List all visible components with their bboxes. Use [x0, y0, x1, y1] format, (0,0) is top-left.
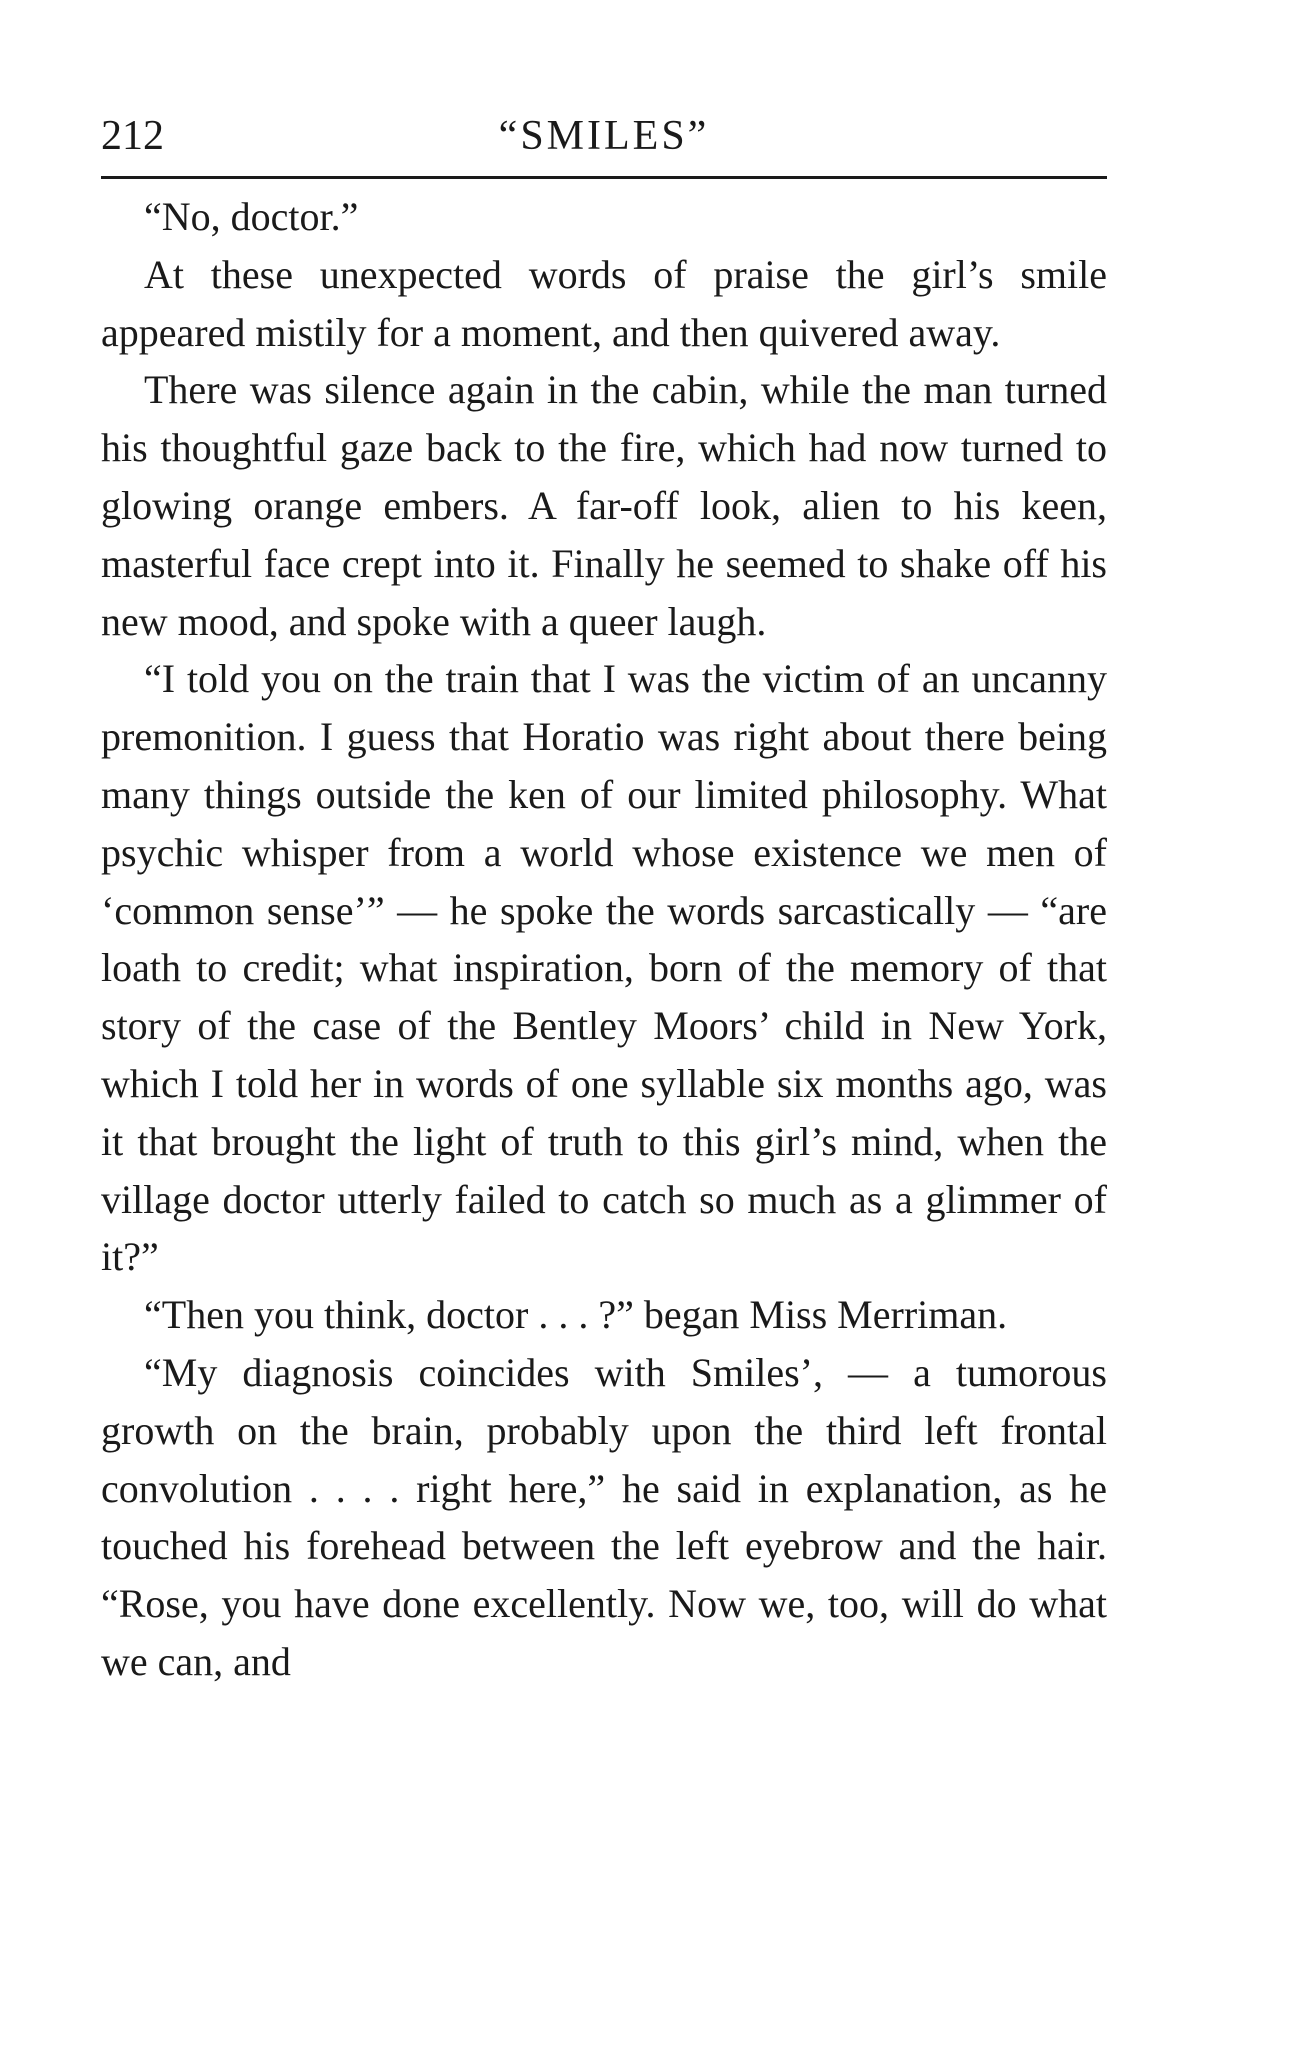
paragraph: There was silence again in the cabin, while the man turned his thoughtful gaze back to the fire, which had now turned to glowing orange embers. A far-off look, alien to his keen, masterful face crept into it. Finally he seemed to shake off his new mood, and spoke with a queer laugh.	[101, 367, 1107, 644]
header-rule	[101, 176, 1107, 179]
paragraph: “No, doctor.”	[144, 194, 359, 239]
paragraph: “I told you on the train that I was the victim of an uncanny premonition. I guess that Horatio was right about there being many things outside the ken of our limited philosophy. What psychic whisper from a world whose existence we men of ‘common sense’” — he spoke the words sarcastically — “are loath to credit; what inspiration, born of the memory of that story of the case of the Bentley Moors’ child in New York, which I told her in words of one syllable six months ago, was it that brought the light of truth to this girl’s mind, when the village doctor utterly failed to catch so much as a glimmer of it?”	[101, 656, 1107, 1280]
paragraph: “Then you think, doctor . . . ?” began Miss Merriman.	[144, 1292, 1008, 1338]
body-text	[101, 188, 1107, 1691]
page-number: 212	[101, 113, 164, 159]
page-header	[101, 108, 1107, 174]
paragraph: At these unexpected words of praise the girl’s smile appeared mistily for a moment, and then quivered away.	[101, 251, 1107, 355]
running-title: “SMILES”	[498, 113, 710, 159]
paragraph: “My diagnosis coincides with Smiles’, — a tumorous growth on the brain, probably upon the third left frontal convolution . . . . right here,” he said in explanation, as he touched his forehead between the left eyebrow and the hair. “Rose, you have done excellently. Now we, too, will do what we can, and	[101, 1349, 1107, 1684]
